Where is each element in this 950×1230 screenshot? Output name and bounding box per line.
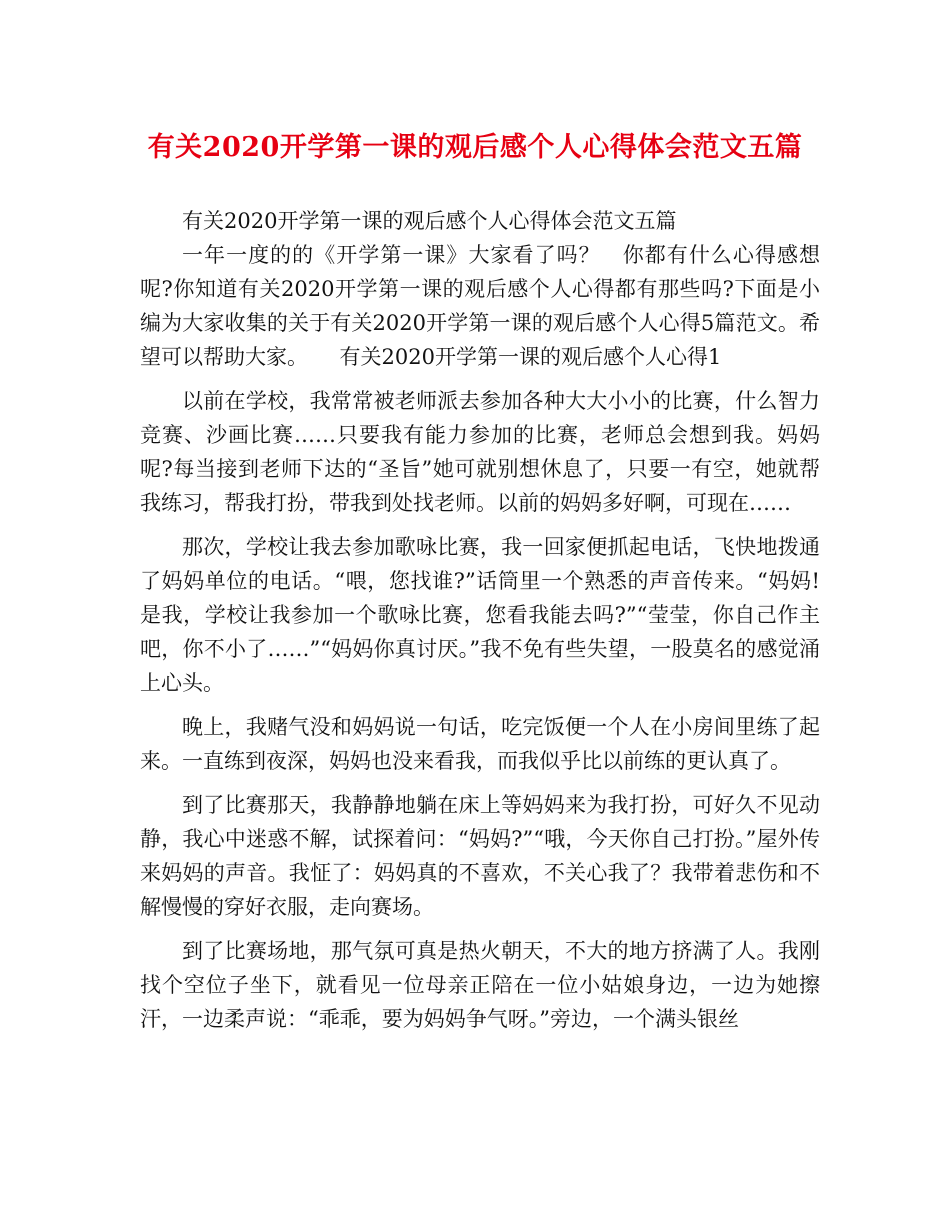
body-paragraph: 以前在学校，我常常被老师派去参加各种大大小小的比赛，什么智力竞赛、沙画比赛……只要我有能力参加的比赛，老师总会想到我。妈妈呢?每当接到老师下达的“圣旨”她可就别想休息了，只要一有空，她就帮我练习，帮我打扮，带我到处找老师。以前的妈妈多好啊，可现在…… <box>140 389 820 515</box>
body-paragraph: 到了比赛场地，那气氛可真是热火朝天，不大的地方挤满了人。我刚找个空位子坐下，就看见一位母亲正陪在一位小姑娘身边，一边为她擦汗，一边柔声说：“乖乖，要为妈妈争气呀。”旁边，一个满头银丝 <box>140 939 820 1031</box>
body-paragraph: 一年一度的的《开学第一课》大家看了吗？ 你都有什么心得感想呢?你知道有关2020开学第一课的观后感个人心得都有那些吗?下面是小编为大家收集的关于有关2020开学第一课的观后感个人心得5篇范文。希望可以帮助大家。 有关2020开学第一课的观后感个人心得1 <box>140 243 820 369</box>
document-title: 有关2020开学第一课的观后感个人心得体会范文五篇 <box>147 132 803 163</box>
document-body <box>140 204 820 1036</box>
body-paragraph: 到了比赛那天，我静静地躺在床上等妈妈来为我打扮，可好久不见动静，我心中迷惑不解，试探着问：“妈妈?”“哦，今天你自己打扮。”屋外传来妈妈的声音。我怔了：妈妈真的不喜欢，不关心我了？我带着悲伤和不解慢慢的穿好衣服，走向赛场。 <box>140 793 820 919</box>
body-paragraph: 晚上，我赌气没和妈妈说一句话，吃完饭便一个人在小房间里练了起来。一直练到夜深，妈妈也没来看我，而我似乎比以前练的更认真了。 <box>140 715 820 773</box>
body-paragraph: 有关2020开学第一课的观后感个人心得体会范文五篇 <box>182 209 677 233</box>
body-paragraph: 那次，学校让我去参加歌咏比赛，我一回家便抓起电话，飞快地拨通了妈妈单位的电话。“喂，您找谁?”话筒里一个熟悉的声音传来。“妈妈!是我，学校让我参加一个歌咏比赛，您看我能去吗?”“莹莹，你自己作主吧，你不小了……”“妈妈你真讨厌。”我不免有些失望，一股莫名的感觉涌上心头。 <box>140 535 820 695</box>
